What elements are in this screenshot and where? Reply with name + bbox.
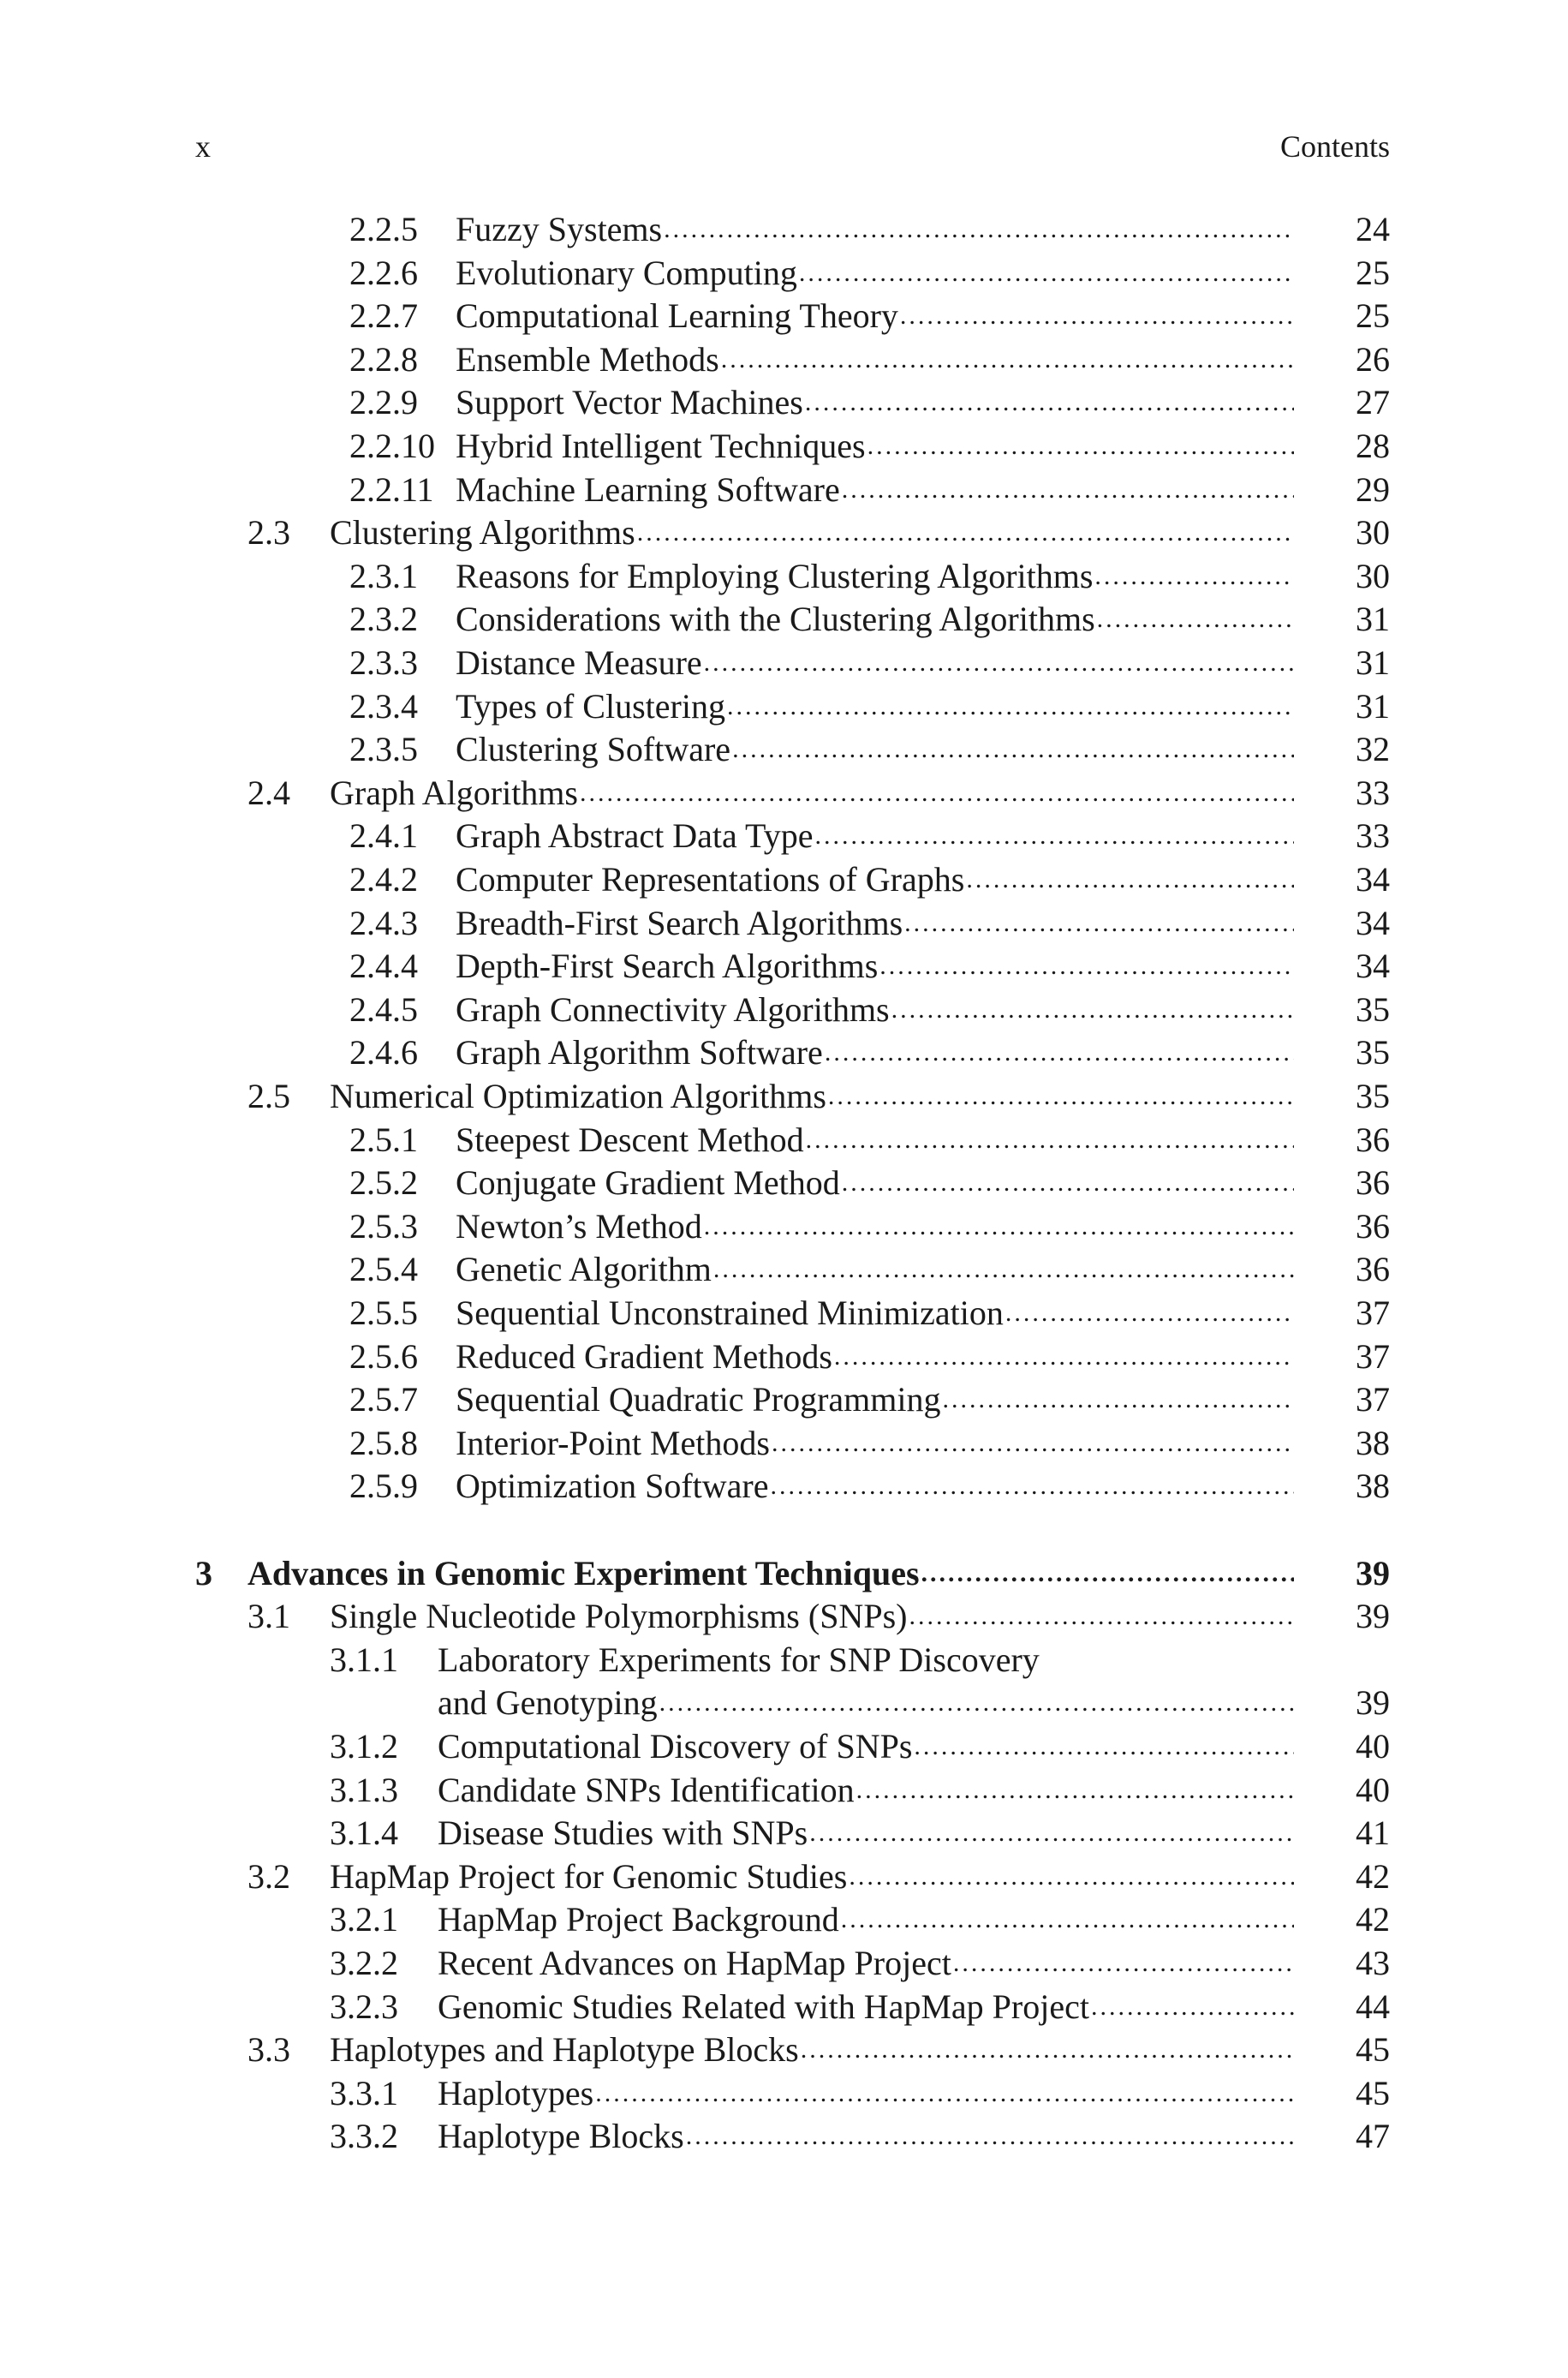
toc-entry-title [438, 1682, 1294, 1724]
dot-leader [1040, 1639, 1294, 1682]
dot-leader [1089, 1986, 1294, 2028]
toc-entry-title-text: Recent Advances on HapMap Project [438, 1944, 951, 1982]
dot-leader [964, 858, 1294, 901]
toc-entry-page: 29 [1356, 470, 1390, 509]
toc-entry-title [456, 295, 1294, 338]
toc-subsection-entry[interactable] [0, 1725, 1568, 1768]
toc-subsection-entry[interactable] [0, 1898, 1568, 1941]
toc-entry-number: 3.2.1 [330, 1900, 398, 1939]
toc-entry-number: 3.1.1 [330, 1640, 398, 1679]
toc-entry-title-text: Depth-First Search Algorithms [456, 947, 879, 985]
toc-entry-number: 3.1.3 [330, 1771, 398, 1809]
toc-entry-title-text: Disease Studies with SNPs [438, 1813, 808, 1852]
toc-entry-title-text: Graph Abstract Data Type [456, 816, 814, 855]
toc-entry-page: 40 [1356, 1727, 1390, 1766]
toc-entry-number: 2.2.9 [349, 383, 418, 421]
toc-subsection-entry[interactable] [0, 989, 1568, 1031]
toc-entry-title [456, 1422, 1294, 1465]
toc-entry-title-text: and Genotyping [438, 1683, 658, 1722]
toc-entry-number: 2.3 [247, 513, 290, 552]
toc-entry-title [456, 1162, 1294, 1204]
toc-entry-title [438, 1812, 1294, 1855]
toc-subsection-entry[interactable] [0, 381, 1568, 424]
toc-subsection-entry[interactable] [0, 1162, 1568, 1204]
toc-subsection-entry[interactable] [0, 1639, 1568, 1682]
toc-entry-page: 40 [1356, 1771, 1390, 1809]
toc-entry-title-text: Graph Algorithm Software [456, 1033, 823, 1072]
toc-entry-page: 41 [1356, 1813, 1390, 1852]
toc-entry-title-text: Numerical Optimization Algorithms [330, 1077, 826, 1115]
toc-entry-title [456, 208, 1294, 251]
toc-entry-number: 2.3.3 [349, 643, 418, 682]
toc-entry-title-text: Types of Clustering [456, 687, 725, 726]
dot-leader [770, 1422, 1294, 1465]
dot-leader [684, 2115, 1294, 2158]
toc-section-entry[interactable] [0, 1595, 1568, 1638]
toc-entry-number: 2.5.8 [349, 1424, 418, 1462]
dot-leader [719, 338, 1294, 381]
toc-entry-page: 39 [1356, 1554, 1390, 1592]
toc-entry-number: 3.2.3 [330, 1987, 398, 2026]
toc-subsection-entry[interactable] [0, 1942, 1568, 1985]
toc-entry-page: 30 [1356, 513, 1390, 552]
toc-subsection-entry[interactable] [0, 598, 1568, 641]
toc-entry-page: 31 [1356, 643, 1390, 682]
toc-entry-number: 2.5.7 [349, 1380, 418, 1419]
toc-entry-number: 2.4.3 [349, 904, 418, 942]
dot-leader [635, 511, 1294, 554]
toc-subsection-entry[interactable] [0, 1682, 1568, 1724]
running-header: Contents [1279, 129, 1390, 164]
dot-leader [847, 1855, 1294, 1898]
dot-leader [768, 1465, 1294, 1508]
toc-entry-title-text: Distance Measure [456, 643, 702, 682]
toc-entry-title [456, 642, 1294, 684]
toc-entry-page: 33 [1356, 816, 1390, 855]
toc-entry-number: 2.5.9 [349, 1467, 418, 1505]
toc-entry-number: 2.5.4 [349, 1250, 418, 1288]
toc-entry-number: 3.3.2 [330, 2117, 398, 2155]
toc-subsection-entry[interactable] [0, 1986, 1568, 2028]
toc-entry-title [330, 1595, 1294, 1638]
toc-entry-title [330, 1855, 1294, 1898]
toc-entry-title [456, 945, 1294, 988]
toc-entry-title [456, 381, 1294, 424]
toc-subsection-entry[interactable] [0, 1292, 1568, 1335]
dot-leader [803, 381, 1294, 424]
dot-leader [593, 2072, 1294, 2115]
toc-entry-title [456, 252, 1294, 295]
toc-entry-page: 37 [1356, 1294, 1390, 1332]
dot-leader [1095, 598, 1294, 641]
dot-leader [840, 1162, 1294, 1204]
dot-leader [951, 1942, 1294, 1985]
toc-entry-page: 36 [1356, 1207, 1390, 1246]
toc-subsection-entry[interactable] [0, 295, 1568, 338]
dot-leader [823, 1031, 1294, 1074]
dot-leader [1004, 1292, 1294, 1335]
toc-subsection-entry[interactable] [0, 555, 1568, 598]
toc-entry-title [438, 1898, 1294, 1941]
toc-entry-number: 2.2.7 [349, 296, 418, 335]
toc-entry-page: 27 [1356, 383, 1390, 421]
toc-entry-number: 3 [195, 1554, 212, 1592]
toc-entry-title [438, 1725, 1294, 1768]
dot-leader [804, 1119, 1294, 1162]
toc-entry-page: 44 [1356, 1987, 1390, 2026]
toc-entry-number: 3.1 [247, 1597, 290, 1635]
toc-subsection-entry[interactable] [0, 815, 1568, 857]
dot-leader [912, 1725, 1294, 1768]
toc-entry-title [456, 1292, 1294, 1335]
dot-leader [878, 945, 1294, 988]
toc-entry-title [330, 511, 1294, 554]
toc-entry-title [456, 989, 1294, 1031]
toc-entry-number: 2.2.8 [349, 340, 418, 379]
toc-subsection-entry[interactable] [0, 1248, 1568, 1291]
toc-entry-title [456, 555, 1294, 598]
toc-section-entry[interactable] [0, 1855, 1568, 1898]
toc-subsection-entry[interactable] [0, 1422, 1568, 1465]
toc-entry-title-text: Laboratory Experiments for SNP Discovery [438, 1640, 1040, 1679]
toc-entry-page: 37 [1356, 1337, 1390, 1376]
toc-entry-title-text: Support Vector Machines [456, 383, 803, 421]
dot-leader [578, 772, 1294, 815]
toc-entry-title [456, 1335, 1294, 1378]
toc-entry-number: 2.3.1 [349, 557, 418, 595]
toc-subsection-entry[interactable] [0, 685, 1568, 728]
toc-entry-number: 2.3.2 [349, 600, 418, 638]
toc-entry-number: 2.4.2 [349, 860, 418, 899]
toc-entry-page: 35 [1356, 1033, 1390, 1072]
toc-entry-title-text: HapMap Project Background [438, 1900, 839, 1939]
toc-entry-number: 2.3.5 [349, 730, 418, 768]
toc-entry-title-text: Genomic Studies Related with HapMap Project [438, 1987, 1089, 2026]
toc-subsection-entry[interactable] [0, 1031, 1568, 1074]
toc-subsection-entry[interactable] [0, 469, 1568, 511]
toc-entry-page: 36 [1356, 1163, 1390, 1202]
toc-entry-number: 3.2.2 [330, 1944, 398, 1982]
toc-entry-number: 3.1.2 [330, 1727, 398, 1766]
toc-entry-title [438, 1942, 1294, 1985]
dot-leader [799, 2028, 1294, 2071]
dot-leader [712, 1248, 1294, 1291]
toc-entry-page: 33 [1356, 774, 1390, 812]
toc-entry-title-text: Haplotypes [438, 2074, 594, 2112]
toc-entry-page: 36 [1356, 1120, 1390, 1159]
toc-entry-page: 42 [1356, 1857, 1390, 1896]
toc-entry-title-text: Considerations with the Clustering Algorithms [456, 600, 1095, 638]
dot-leader [813, 815, 1294, 857]
toc-entry-title [456, 469, 1294, 511]
toc-entry-title [456, 858, 1294, 901]
dot-leader [866, 425, 1294, 468]
toc-entry-number: 2.3.4 [349, 687, 418, 726]
toc-entry-page: 25 [1356, 254, 1390, 292]
toc-entry-title [456, 1031, 1294, 1074]
toc-entry-page: 32 [1356, 730, 1390, 768]
toc-entry-title [247, 1552, 1294, 1595]
toc-subsection-entry[interactable] [0, 338, 1568, 381]
dot-leader [1093, 555, 1294, 598]
toc-entry-title [456, 1119, 1294, 1162]
toc-entry-page: 38 [1356, 1424, 1390, 1462]
dot-leader [898, 295, 1294, 338]
toc-entry-title-text: Steepest Descent Method [456, 1120, 804, 1159]
toc-entry-title-text: Haplotype Blocks [438, 2117, 684, 2155]
toc-entry-number: 3.3.1 [330, 2074, 398, 2112]
toc-entry-page: 45 [1356, 2030, 1390, 2069]
dot-leader [903, 902, 1294, 945]
toc-entry-page: 24 [1356, 210, 1390, 248]
toc-entry-title-text: Evolutionary Computing [456, 254, 797, 292]
toc-entry-title-text: Sequential Quadratic Programming [456, 1380, 941, 1419]
toc-entry-title [438, 1639, 1294, 1682]
dot-leader [808, 1812, 1294, 1855]
toc-entry-title-text: Haplotypes and Haplotype Blocks [330, 2030, 799, 2069]
toc-entry-title [456, 1465, 1294, 1508]
toc-entry-title [330, 772, 1294, 815]
toc-entry-title [438, 1769, 1294, 1812]
toc-entry-title-text: Candidate SNPs Identification [438, 1771, 855, 1809]
toc-entry-title [456, 815, 1294, 857]
toc-entry-title-text: Optimization Software [456, 1467, 769, 1505]
toc-entry-number: 2.5.6 [349, 1337, 418, 1376]
toc-entry-title-text: Computational Discovery of SNPs [438, 1727, 913, 1766]
toc-entry-title [456, 902, 1294, 945]
toc-entry-number: 2.4.1 [349, 816, 418, 855]
toc-subsection-entry[interactable] [0, 2072, 1568, 2115]
toc-chapter-entry[interactable] [0, 1552, 1568, 1595]
toc-entry-page: 47 [1356, 2117, 1390, 2155]
toc-entry-title [456, 728, 1294, 771]
dot-leader [797, 252, 1294, 295]
toc-entry-title [438, 2115, 1294, 2158]
toc-entry-page: 30 [1356, 557, 1390, 595]
toc-entry-number: 2.2.11 [349, 470, 434, 509]
toc-entry-title-text: Graph Connectivity Algorithms [456, 990, 890, 1029]
toc-subsection-entry[interactable] [0, 1465, 1568, 1508]
toc-entry-title-text: Breadth-First Search Algorithms [456, 904, 903, 942]
toc-entry-number: 2.5.5 [349, 1294, 418, 1332]
toc-subsection-entry[interactable] [0, 1119, 1568, 1162]
toc-entry-number: 2.2.6 [349, 254, 418, 292]
toc-entry-title-text: Conjugate Gradient Method [456, 1163, 840, 1202]
toc-entry-title [330, 2028, 1294, 2071]
toc-entry-title [456, 425, 1294, 468]
toc-subsection-entry[interactable] [0, 208, 1568, 251]
toc-subsection-entry[interactable] [0, 425, 1568, 468]
toc-entry-number: 2.2.5 [349, 210, 418, 248]
toc-entry-number: 2.5.2 [349, 1163, 418, 1202]
toc-entry-title [456, 1205, 1294, 1248]
dot-leader [702, 1205, 1294, 1248]
toc-entry-title-text: Newton’s Method [456, 1207, 702, 1246]
toc-subsection-entry[interactable] [0, 252, 1568, 295]
toc-entry-title [330, 1075, 1294, 1118]
toc-entry-title [438, 1986, 1294, 2028]
toc-section-entry[interactable] [0, 511, 1568, 554]
toc-entry-title-text: Machine Learning Software [456, 470, 840, 509]
toc-section-entry[interactable] [0, 772, 1568, 815]
toc-entry-page: 35 [1356, 1077, 1390, 1115]
toc-entry-title-text: Reduced Gradient Methods [456, 1337, 832, 1376]
toc-entry-number: 3.1.4 [330, 1813, 398, 1852]
toc-entry-number: 2.5 [247, 1077, 290, 1115]
toc-subsection-entry[interactable] [0, 2115, 1568, 2158]
toc-subsection-entry[interactable] [0, 642, 1568, 684]
toc-section-entry[interactable] [0, 1075, 1568, 1118]
toc-entry-number: 3.3 [247, 2030, 290, 2069]
toc-entry-number: 2.4 [247, 774, 290, 812]
toc-entry-page: 26 [1356, 340, 1390, 379]
toc-entry-title [456, 598, 1294, 641]
toc-entry-page: 34 [1356, 860, 1390, 899]
toc-entry-page: 39 [1356, 1683, 1390, 1722]
toc-subsection-entry[interactable] [0, 902, 1568, 945]
page-number-roman: x [195, 129, 211, 164]
toc-entry-page: 28 [1356, 427, 1390, 465]
toc-entry-page: 39 [1356, 1597, 1390, 1635]
toc-entry-page: 35 [1356, 990, 1390, 1029]
toc-subsection-entry[interactable] [0, 728, 1568, 771]
toc-entry-title-text: Fuzzy Systems [456, 210, 663, 248]
toc-entry-number: 2.4.4 [349, 947, 418, 985]
toc-entry-title-text: Computer Representations of Graphs [456, 860, 965, 899]
toc-entry-title [456, 685, 1294, 728]
toc-entry-page: 25 [1356, 296, 1390, 335]
toc-subsection-entry[interactable] [0, 1378, 1568, 1421]
toc-entry-title-text: Hybrid Intelligent Techniques [456, 427, 866, 465]
dot-leader [662, 208, 1294, 251]
toc-entry-title-text: Reasons for Employing Clustering Algorithms [456, 557, 1094, 595]
dot-leader [702, 642, 1294, 684]
toc-entry-title-text: Interior-Point Methods [456, 1424, 770, 1462]
toc-section-entry[interactable] [0, 2028, 1568, 2071]
toc-entry-title [456, 338, 1294, 381]
toc-entry-number: 2.4.5 [349, 990, 418, 1029]
dot-leader [832, 1335, 1294, 1378]
toc-entry-page: 37 [1356, 1380, 1390, 1419]
toc-subsection-entry[interactable] [0, 1205, 1568, 1248]
toc-entry-number: 3.2 [247, 1857, 290, 1896]
toc-entry-page: 43 [1356, 1944, 1390, 1982]
toc-entry-number: 2.5.3 [349, 1207, 418, 1246]
toc-subsection-entry[interactable] [0, 945, 1568, 988]
toc-subsection-entry[interactable] [0, 858, 1568, 901]
toc-entry-title-text: Graph Algorithms [330, 774, 578, 812]
dot-leader [840, 469, 1294, 511]
toc-entry-page: 38 [1356, 1467, 1390, 1505]
toc-subsection-entry[interactable] [0, 1769, 1568, 1812]
dot-leader [725, 685, 1294, 728]
dot-leader [839, 1898, 1294, 1941]
toc-entry-title-text: Computational Learning Theory [456, 296, 898, 335]
toc-subsection-entry[interactable] [0, 1335, 1568, 1378]
toc-entry-page: 31 [1356, 687, 1390, 726]
toc-entry-title-text: Single Nucleotide Polymorphisms (SNPs) [330, 1597, 908, 1635]
toc-entry-title [456, 1248, 1294, 1291]
toc-entry-title-text: Genetic Algorithm [456, 1250, 712, 1288]
toc-entry-page: 45 [1356, 2074, 1390, 2112]
toc-entry-number: 2.2.10 [349, 427, 435, 465]
toc-subsection-entry[interactable] [0, 1812, 1568, 1855]
toc-entry-title-text: Sequential Unconstrained Minimization [456, 1294, 1004, 1332]
dot-leader [890, 989, 1294, 1031]
toc-entry-title-text: Clustering Algorithms [330, 513, 635, 552]
toc-entry-page: 34 [1356, 947, 1390, 985]
toc-entry-title-text: HapMap Project for Genomic Studies [330, 1857, 848, 1896]
toc-entry-title-text: Clustering Software [456, 730, 731, 768]
toc-entry-title-text: Advances in Genomic Experiment Techniques [247, 1554, 920, 1592]
toc-entry-title [456, 1378, 1294, 1421]
dot-leader [920, 1552, 1294, 1595]
toc-entry-number: 2.5.1 [349, 1120, 418, 1159]
toc-entry-page: 31 [1356, 600, 1390, 638]
dot-leader [941, 1378, 1294, 1421]
dot-leader [855, 1769, 1294, 1812]
toc-entry-title-text: Ensemble Methods [456, 340, 719, 379]
toc-entry-page: 34 [1356, 904, 1390, 942]
toc-entry-page: 42 [1356, 1900, 1390, 1939]
dot-leader [730, 728, 1294, 771]
toc-entry-number: 2.4.6 [349, 1033, 418, 1072]
dot-leader [826, 1075, 1294, 1118]
toc-entry-title [438, 2072, 1294, 2115]
dot-leader [658, 1682, 1294, 1724]
dot-leader [907, 1595, 1294, 1638]
toc-entry-page: 36 [1356, 1250, 1390, 1288]
